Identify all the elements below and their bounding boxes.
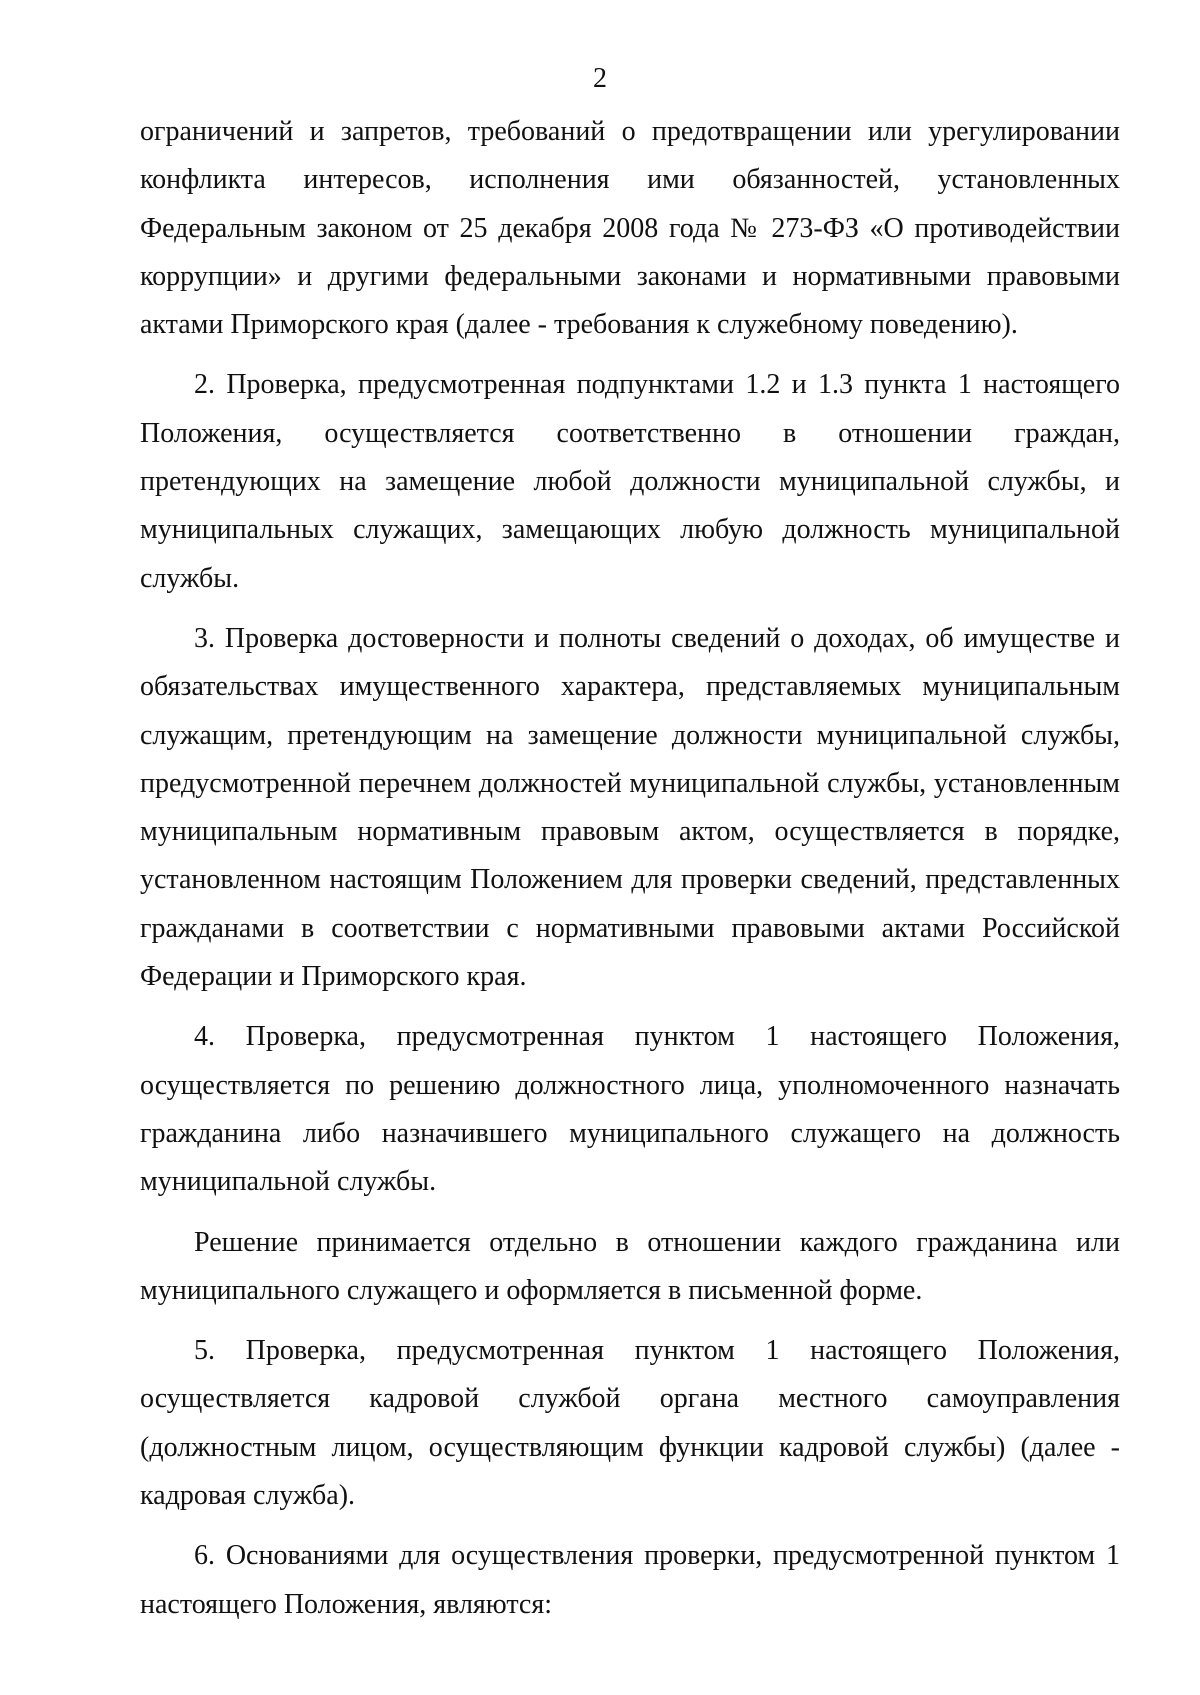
paragraph-6: 6. Основаниями для осуществления проверки, предусмотренной пунктом 1 настоящего Положения, являются: [140, 1540, 1120, 1620]
paragraph-3: 3. Проверка достоверности и полноты сведений о доходах, об имуществе и обязательствах имущественного характера, представляемых муниципальным служащим, претендующим на замещение должности муниципальной службы, предусмотренной перечнем должностей муниципальной службы, установленным муниципальным нормативным правовым актом, осуществляется в порядке, установленном настоящим Положением для проверки сведений, представленных гражданами в соответствии с нормативными правовыми актами Российской Федерации и Приморского края. [140, 622, 1120, 993]
document-body [140, 108, 1120, 1629]
paragraph-continuation: ограничений и запретов, требований о предотвращении или урегулировании конфликта интересов, исполнения ими обязанностей, установленных Федеральным законом от 25 декабря 2008 года № 273-ФЗ «О противодействии коррупции» и другими федеральными законами и нормативными правовыми актами Приморского края (далее - требования к служебному поведению). [140, 116, 1120, 341]
paragraph-2: 2. Проверка, предусмотренная подпунктами 1.2 и 1.3 пункта 1 настоящего Положения, осуществляется соответственно в отношении граждан, претендующих на замещение любой должности муниципальной службы, и муниципальных служащих, замещающих любую должность муниципальной службы. [140, 369, 1120, 594]
paragraph-4: 4. Проверка, предусмотренная пунктом 1 настоящего Положения, осуществляется по решению должностного лица, уполномоченного назначать гражданина либо назначившего муниципального служащего на должность муниципальной службы. [140, 1021, 1120, 1198]
page-number: 2 [593, 63, 607, 94]
paragraph-5: 5. Проверка, предусмотренная пунктом 1 настоящего Положения, осуществляется кадровой службой органа местного самоуправления (должностным лицом, осуществляющим функции кадровой службы) (далее - кадровая служба). [140, 1335, 1120, 1512]
paragraph-decision: Решение принимается отдельно в отношении каждого гражданина или муниципального служащего и оформляется в письменной форме. [140, 1226, 1120, 1306]
